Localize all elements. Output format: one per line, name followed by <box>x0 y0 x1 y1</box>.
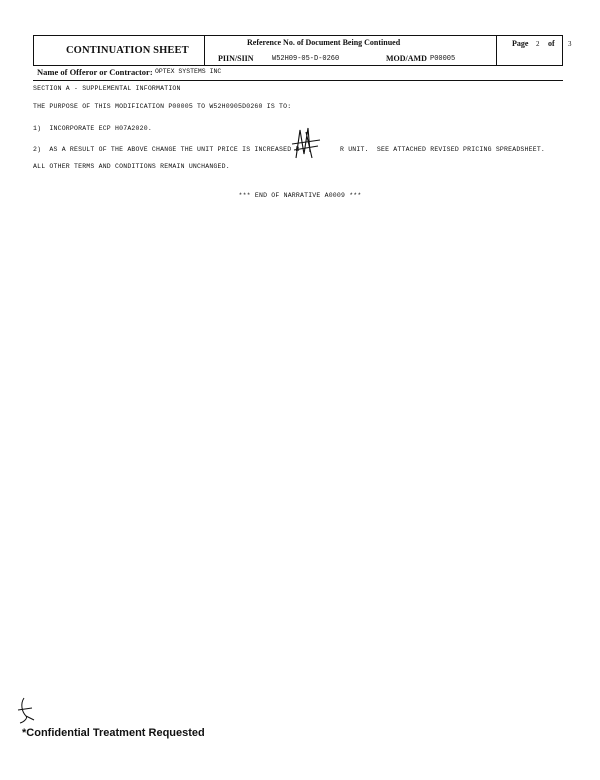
header-title-cell <box>34 36 205 65</box>
item-2-line-end: R UNIT. SEE ATTACHED REVISED PRICING SPREADSHEET. <box>340 146 546 153</box>
offeror-label: Name of Offeror or Contractor: <box>37 67 153 77</box>
item-2-line-start: 2) AS A RESULT OF THE ABOVE CHANGE THE UNIT PRICE IS INCREASED B <box>33 146 300 153</box>
confidential-notice: *Confidential Treatment Requested <box>22 727 205 739</box>
offeror-value: OPTEX SYSTEMS INC <box>155 68 222 75</box>
reference-heading: Reference No. of Document Being Continued <box>247 38 401 47</box>
page-total: 3 <box>568 40 572 48</box>
page-number: 2 <box>536 40 540 48</box>
other-terms-line: ALL OTHER TERMS AND CONDITIONS REMAIN UNCHANGED. <box>33 163 230 170</box>
mod-label: MOD/AMD <box>386 54 427 63</box>
page-of-label: of <box>548 39 555 48</box>
header-page-cell <box>496 36 572 65</box>
redaction-scribble <box>286 124 326 162</box>
piin-label: PIIN/SIIN <box>218 54 254 63</box>
initials-signature <box>14 696 40 726</box>
section-heading: SECTION A - SUPPLEMENTAL INFORMATION <box>33 85 181 92</box>
end-of-narrative: *** END OF NARRATIVE A0009 *** <box>238 192 362 199</box>
offeror-row <box>33 66 563 81</box>
purpose-line: THE PURPOSE OF THIS MODIFICATION P00005 TO W52H0905D0260 IS TO: <box>33 103 292 110</box>
header-table <box>33 35 572 66</box>
item-1-line: 1) INCORPORATE ECP H07A2020. <box>33 125 152 132</box>
header-reference-cell <box>204 36 497 65</box>
page-label: Page <box>512 39 529 48</box>
piin-value: W52H09-05-D-0260 <box>272 55 340 63</box>
sheet-title: CONTINUATION SHEET <box>66 45 189 56</box>
mod-value: P00005 <box>430 55 456 63</box>
